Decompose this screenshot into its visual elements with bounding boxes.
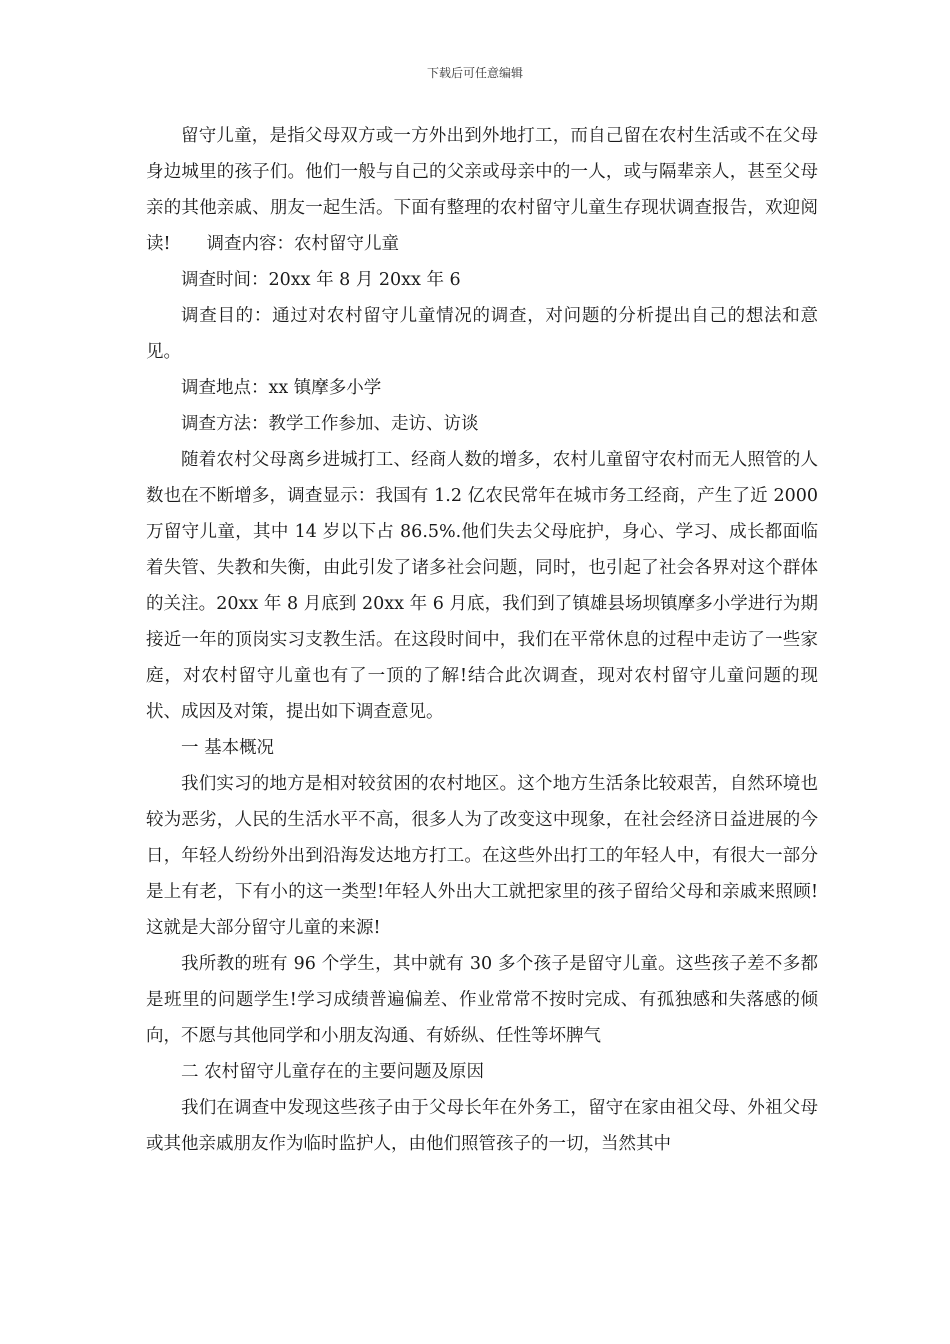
intro-paragraph <box>146 118 818 262</box>
survey-content: 调查内容：农村留守儿童 <box>206 234 400 254</box>
header-note: 下载后可任意编辑 <box>426 66 523 80</box>
survey-time: 调查时间：20xx 年 8 月 20xx 年 6 <box>181 270 461 290</box>
survey-method: 调查方法：教学工作参加、走访、访谈 <box>181 414 479 434</box>
background-paragraph: 随着农村父母离乡进城打工、经商人数的增多，农村儿童留守农村而无人照管的人数也在不断增多，调查显示：我国有 1.2 亿农民常年在城市务工经商，产生了近 2000 万留守儿童，其中 14 岁以下占 86.5%.他们失去父母庇护，身心、学习、成长都面临着失管、失教和失衡，由此引发了诸多社会问题，同时，也引起了社会各界对这个群体的关注。20xx 年 8 月底到 20xx 年 6 月底，我们到了镇雄县场坝镇摩多小学进行为期接近一年的顶岗实习支教生活。在这段时间中，我们在平常休息的过程中走访了一些家庭，对农村留守儿童也有了一顶的了解!结合此次调查，现对农村留守儿童问题的现状、成因及对策，提出如下调查意见。 <box>146 450 818 722</box>
survey-place: 调查地点：xx 镇摩多小学 <box>181 378 382 398</box>
section1-paragraph-2: 我所教的班有 96 个学生，其中就有 30 多个孩子是留守儿童。这些孩子差不多都是班里的问题学生!学习成绩普遍偏差、作业常常不按时完成、有孤独感和失落感的倾向，不愿与其他同学和小朋友沟通、有娇纵、任性等坏脾气 <box>146 954 818 1046</box>
survey-purpose: 调查目的：通过对农村留守儿童情况的调查，对问题的分析提出自己的想法和意见。 <box>146 306 818 362</box>
section-heading-2: 二 农村留守儿童存在的主要问题及原因 <box>181 1062 485 1082</box>
section-heading-1: 一 基本概况 <box>181 738 275 758</box>
document-body <box>146 118 818 1162</box>
section1-paragraph-1: 我们实习的地方是相对较贫困的农村地区。这个地方生活条比较艰苦，自然环境也较为恶劣，人民的生活水平不高，很多人为了改变这中现象，在社会经济日益进展的今日，年轻人纷纷外出到沿海发达地方打工。在这些外出打工的年轻人中，有很大一部分是上有老，下有小的这一类型!年轻人外出大工就把家里的孩子留给父母和亲戚来照顾!这就是大部分留守儿童的来源! <box>146 774 818 938</box>
section2-paragraph-1: 我们在调查中发现这些孩子由于父母长年在外务工，留守在家由祖父母、外祖父母或其他亲戚朋友作为临时监护人，由他们照管孩子的一切，当然其中 <box>146 1098 818 1154</box>
intro-text: 留守儿童，是指父母双方或一方外出到外地打工，而自己留在农村生活或不在父母身边城里的孩子们。他们一般与自己的父亲或母亲中的一人，或与隔辈亲人，甚至父母亲的其他亲戚、朋友一起生活。下面有整理的农村留守儿童生存现状调查报告，欢迎阅读! <box>146 126 818 254</box>
